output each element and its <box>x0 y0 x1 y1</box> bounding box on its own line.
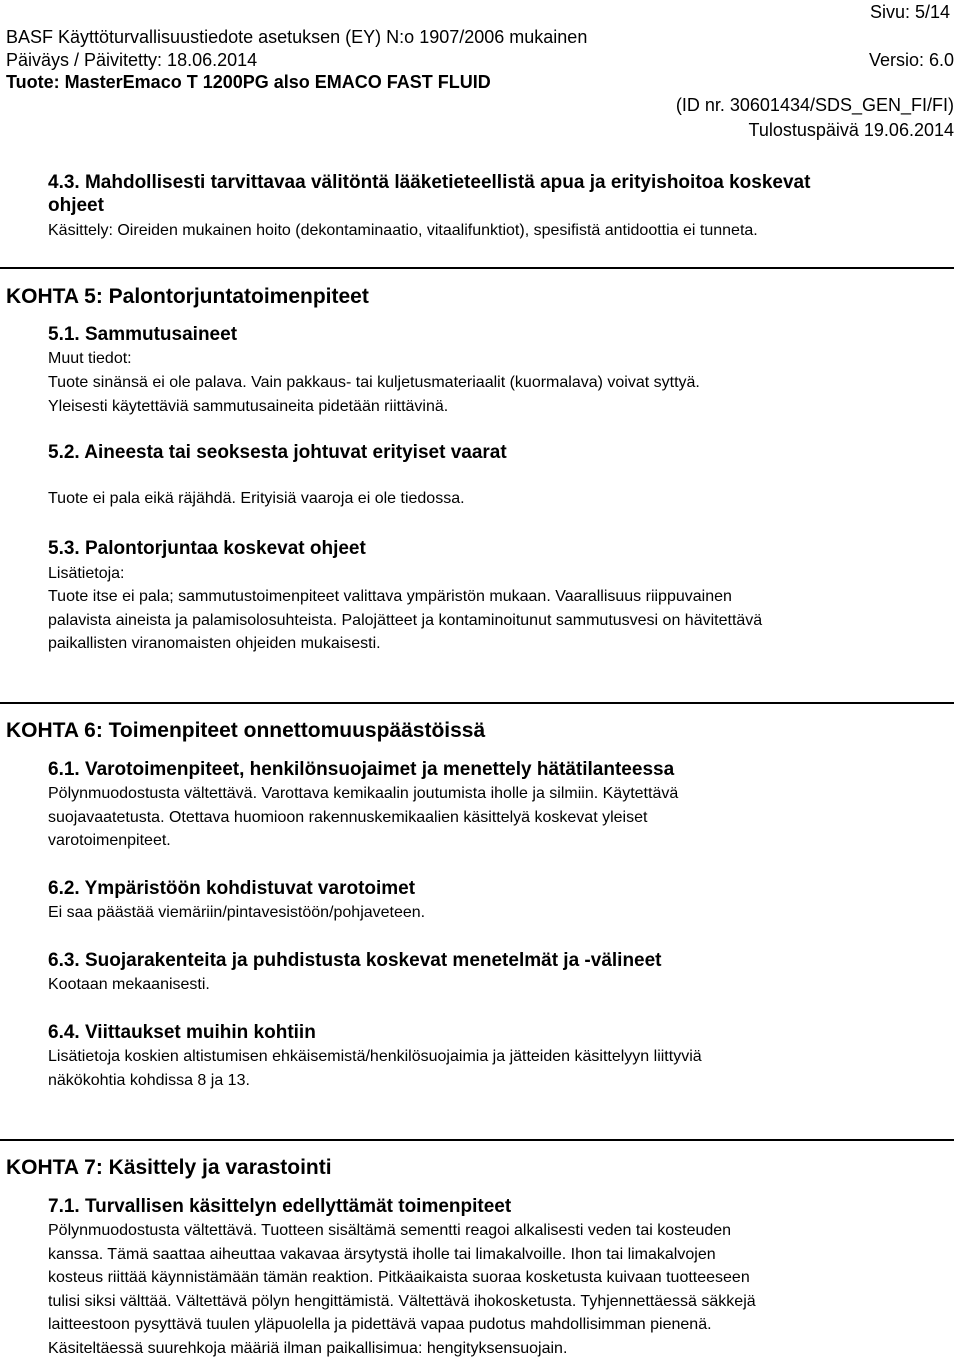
body-line: Lisätietoja koskien altistumisen ehkäisemistä/henkilösuojaimia ja jätteiden käsittelyyn liittyviä <box>48 1048 702 1065</box>
subsection-6-2-title: 6.2. Ympäristöön kohdistuvat varotoimet <box>48 878 416 899</box>
subsection-5-1-title: 5.1. Sammutusaineet <box>48 324 238 345</box>
body-line: suojavaatetusta. Otettava huomioon rakennuskemikaalien käsittelyä koskevat yleiset <box>48 808 648 826</box>
body-line: kosteus riittää käynnistämään tämän reaktion. Pitkäaikaista suoraa kosketusta kuivaan tuotteeseen <box>48 1269 750 1286</box>
body-line: Yleisesti käytettäviä sammutusaineita pidetään riittävinä. <box>48 397 449 415</box>
subsection-5-2-title: 5.2. Aineesta tai seoksesta johtuvat erityiset vaarat <box>48 442 507 463</box>
product-name: Tuote: MasterEmaco T 1200PG also EMACO FAST FLUID <box>6 72 491 92</box>
subsection-5-1-body <box>48 371 948 418</box>
body-line: paikallisten viranomaisten ohjeiden mukaisesti. <box>48 635 381 652</box>
page-number: Sivu: 5/14 <box>869 2 950 22</box>
section-divider <box>0 702 954 704</box>
body-line: varotoimenpiteet. <box>48 832 171 849</box>
body-line: Tuote sinänsä ei ole palava. Vain pakkaus- tai kuljetusmateriaalit (kuormalava) voivat syttyä. <box>48 374 700 391</box>
subsection-4-3-title-line: 4.3. Mahdollisesti tarvittavaa välitöntä lääketieteellistä apua ja erityishoitoa koskevat <box>48 172 811 193</box>
section-7-title: KOHTA 7: Käsittely ja varastointi <box>6 1156 332 1179</box>
body-line: palavista aineista ja palamisolosuhteista. Palojätteet ja kontaminoitunut sammutusvesi on hävitettävä <box>48 611 763 629</box>
subsection-4-3-title-line: ohjeet <box>48 195 104 216</box>
subsection-6-2-body: Ei saa päästää viemäriin/pintavesistöön/pohjaveteen. <box>48 904 426 921</box>
subsection-5-3-title: 5.3. Palontorjuntaa koskevat ohjeet <box>48 538 366 559</box>
subsection-4-3-title <box>48 171 948 217</box>
subsection-6-1-body <box>48 782 948 853</box>
subsection-6-4-title: 6.4. Viittaukset muihin kohtiin <box>48 1022 316 1043</box>
body-line: tulisi siksi välttää. Vältettävä pölyn hengittämistä. Vältettävä ihokosketusta. Tyhjennettäessä säkkejä <box>48 1292 756 1310</box>
body-line: näkökohtia kohdissa 8 ja 13. <box>48 1071 250 1089</box>
subsection-4-3-body: Käsittely: Oireiden mukainen hoito (dekontaminaatio, vitaalifunktiot), spesifistä antidoottia ei tunneta. <box>48 222 758 239</box>
body-line: Pölynmuodostusta vältettävä. Tuotteen sisältämä sementti reagoi alkalisesti veden tai kosteuden <box>48 1222 732 1239</box>
subsection-7-1-title: 7.1. Turvallisen käsittelyn edellyttämät toimenpiteet <box>48 1196 512 1217</box>
section-5-title: KOHTA 5: Palontorjuntatoimenpiteet <box>6 285 369 308</box>
subsection-7-1-body <box>48 1219 948 1360</box>
subsection-6-1-title: 6.1. Varotoimenpiteet, henkilönsuojaimet ja menettely hätätilanteessa <box>48 759 675 780</box>
subsection-5-2-body: Tuote ei pala eikä räjähdä. Erityisiä vaaroja ei ole tiedossa. <box>48 490 465 507</box>
subsection-5-3-label: Lisätietoja: <box>48 565 125 582</box>
section-divider <box>0 267 954 269</box>
subsection-6-4-body <box>48 1045 948 1092</box>
body-line: Tuote itse ei pala; sammutustoimenpiteet valittava ympäristön mukaan. Vaarallisuus riippuvainen <box>48 588 732 605</box>
date-line: Päiväys / Päivitetty: 18.06.2014 <box>6 50 258 70</box>
body-line: laitteestoon pysyttävä tuulen yläpuolella ja pidettävä vapaa pudotus mahdollisimman pienenä. <box>48 1316 712 1333</box>
body-line: Pölynmuodostusta vältettävä. Varottava kemikaalin joutumista iholle ja silmiin. Käytettävä <box>48 785 679 802</box>
section-divider <box>0 1139 954 1141</box>
body-line: kanssa. Tämä saattaa aiheuttaa vakavaa ärsytystä iholle tai limakalvoille. Ihon tai limakalvojen <box>48 1245 716 1263</box>
subsection-6-3-body: Kootaan mekaanisesti. <box>48 976 210 993</box>
subsection-5-3-body <box>48 585 948 656</box>
version: Versio: 6.0 <box>868 50 954 70</box>
print-date: Tulostuspäivä 19.06.2014 <box>748 120 954 140</box>
body-line: Käsiteltäessä suurehkoja määriä ilman paikallisimua: hengityksensuojain. <box>48 1339 568 1357</box>
id-number: (ID nr. 30601434/SDS_GEN_FI/FI) <box>675 95 954 115</box>
subsection-5-1-label: Muut tiedot: <box>48 350 132 367</box>
regulation-line: BASF Käyttöturvallisuustiedote asetuksen (EY) N:o 1907/2006 mukainen <box>6 27 588 47</box>
section-6-title: KOHTA 6: Toimenpiteet onnettomuuspäästöissä <box>6 719 486 742</box>
subsection-6-3-title: 6.3. Suojarakenteita ja puhdistusta koskevat menetelmät ja -välineet <box>48 950 662 971</box>
